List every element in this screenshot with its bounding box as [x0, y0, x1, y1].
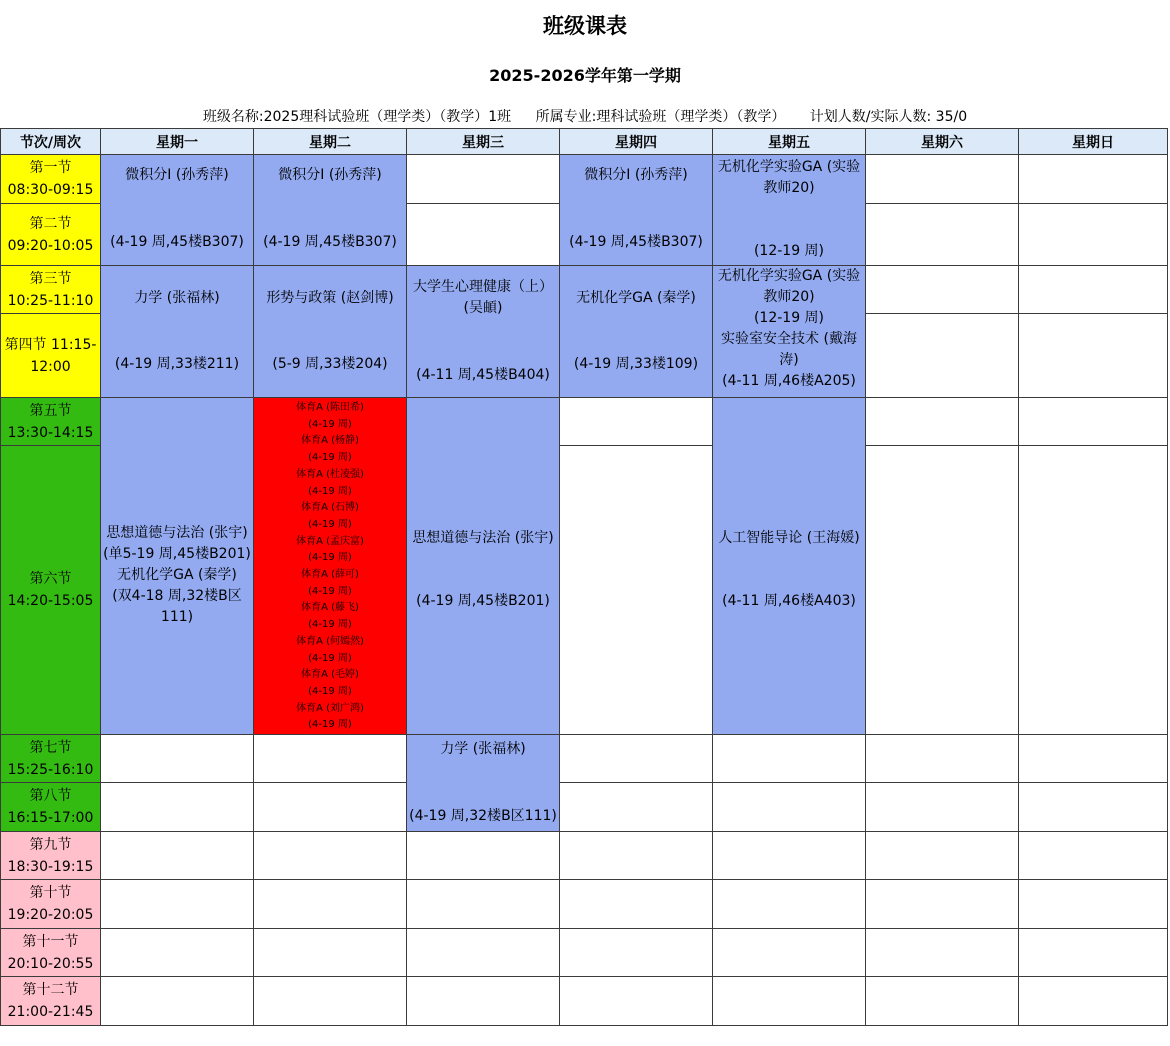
empty-cell: [865, 154, 1019, 204]
course-wed-5-6[interactable]: [406, 397, 560, 735]
course-thu-3-4[interactable]: [559, 265, 713, 398]
period-5: [0, 397, 101, 446]
course-tue-1-2[interactable]: [253, 154, 407, 266]
empty-cell: [559, 782, 713, 832]
course-detail: (4-11 周,46楼A403): [722, 593, 856, 609]
pe-section-weeks: (4-19 周): [308, 518, 352, 530]
empty-cell: [1018, 445, 1168, 735]
course-name: 力学 (张福林): [440, 741, 526, 757]
page-title: 班级课表: [543, 14, 627, 38]
empty-cell: [865, 831, 1019, 880]
period-name: 第十一节: [22, 933, 79, 950]
empty-cell: [865, 265, 1019, 314]
period-time: 13:30-14:15: [7, 424, 94, 441]
empty-cell: [865, 928, 1019, 977]
course-detail: (12-19 周): [753, 243, 825, 259]
course-name: 思想道德与法治 (张宇): [106, 524, 248, 541]
period-name: 第三节: [29, 270, 72, 287]
pe-section-name: 体育A (薛可): [301, 569, 359, 581]
empty-cell: [100, 976, 254, 1026]
empty-cell: [253, 831, 407, 880]
empty-cell: [1018, 782, 1168, 832]
major-name: 所属专业:理科试验班（理学类）（教学）: [535, 109, 786, 125]
empty-cell: [865, 734, 1019, 783]
course-mon-1-2[interactable]: [100, 154, 254, 266]
empty-cell: [559, 397, 713, 446]
course-name: 无机化学GA (秦学): [117, 566, 237, 583]
period-name: 第七节: [29, 739, 72, 756]
empty-cell: [406, 879, 560, 929]
course-detail: (4-19 周,45楼B307): [110, 234, 244, 250]
period-name: 第八节: [29, 788, 72, 804]
period-time: 20:10-20:55: [7, 955, 94, 972]
course-name: 微积分I (孙秀萍): [584, 167, 688, 183]
empty-cell: [712, 928, 866, 977]
period-time: 16:15-17:00: [7, 810, 94, 826]
empty-cell: [1018, 831, 1168, 880]
empty-cell: [865, 782, 1019, 832]
class-name: 班级名称:2025理科试验班（理学类）（教学）1班: [202, 109, 512, 125]
course-detail: (4-19 周,33楼211): [114, 356, 240, 372]
period-time: 19:20-20:05: [7, 907, 94, 923]
pe-section-name: 体育A (刘广鸿): [296, 702, 364, 714]
period-name: 第二节: [29, 215, 72, 232]
period-name: 第十二节: [22, 982, 79, 998]
course-tue-5-6-pe[interactable]: [253, 397, 407, 735]
period-3: [0, 265, 101, 314]
day-header-sat: 星期六: [865, 128, 1019, 155]
empty-cell: [100, 782, 254, 832]
empty-cell: [406, 928, 560, 977]
day-header-sun: 星期日: [1018, 128, 1168, 155]
empty-cell: [406, 976, 560, 1026]
course-detail: (4-19 周,33楼109): [573, 356, 699, 372]
course-detail: (4-11 周,46楼A205): [722, 373, 856, 389]
empty-cell: [406, 154, 560, 204]
course-detail: (4-11 周,45楼B404): [416, 367, 550, 383]
period-name: 第九节: [29, 836, 72, 853]
pe-section-name: 体育A (陈田希): [296, 402, 364, 413]
period-time: 15:25-16:10: [7, 761, 94, 778]
empty-cell: [1018, 203, 1168, 266]
empty-cell: [865, 313, 1019, 398]
empty-cell: [253, 734, 407, 783]
empty-cell: [100, 879, 254, 929]
course-mon-5-6[interactable]: [100, 397, 254, 735]
day-header-fri: 星期五: [712, 128, 866, 155]
empty-cell: [253, 976, 407, 1026]
course-detail: (5-9 周,33楼204): [272, 356, 388, 372]
empty-cell: [865, 976, 1019, 1026]
course-name: 实验室安全技术 (戴海涛): [721, 331, 857, 368]
empty-cell: [865, 879, 1019, 929]
pe-section-weeks: (4-19 周): [308, 619, 352, 631]
period-time: 21:00-21:45: [7, 1004, 94, 1020]
day-header-tue: 星期二: [253, 128, 407, 155]
course-mon-3-4[interactable]: [100, 265, 254, 398]
period-time: 08:30-09:15: [7, 182, 94, 198]
course-name: 力学 (张福林): [134, 290, 220, 306]
course-name: 大学生心理健康（上）(吴頔): [413, 279, 553, 316]
empty-cell: [712, 879, 866, 929]
day-header-wed: 星期三: [406, 128, 560, 155]
empty-cell: [253, 928, 407, 977]
empty-cell: [100, 928, 254, 977]
course-detail: (4-19 周,45楼B307): [569, 234, 703, 250]
day-header-thu: 星期四: [559, 128, 713, 155]
empty-cell: [559, 831, 713, 880]
pe-section-name: 体育A (杨静): [301, 435, 359, 447]
empty-cell: [1018, 734, 1168, 783]
course-name: 人工智能导论 (王海媛): [718, 530, 860, 546]
course-name: 无机化学GA (秦学): [576, 290, 696, 306]
course-detail: (12-19 周): [753, 310, 825, 326]
empty-cell: [865, 445, 1019, 735]
semester-subtitle: 2025-2026学年第一学期: [489, 66, 681, 85]
empty-cell: [1018, 154, 1168, 204]
period-name: 第五节: [29, 402, 72, 419]
course-fri-5-6[interactable]: [712, 397, 866, 735]
empty-cell: [1018, 397, 1168, 446]
pe-section-name: 体育A (孟庆富): [296, 535, 364, 547]
period-name: 第四节 11:15-: [4, 336, 97, 353]
course-name: 思想道德与法治 (张宇): [412, 530, 554, 546]
course-name: 微积分I (孙秀萍): [278, 167, 382, 183]
empty-cell: [1018, 928, 1168, 977]
pe-section-weeks: (4-19 周): [308, 418, 352, 430]
empty-cell: [100, 831, 254, 880]
enrollment-count: 计划人数/实际人数: 35/0: [809, 109, 968, 125]
pe-section-weeks: (4-19 周): [308, 685, 352, 697]
course-fri-1-2[interactable]: [712, 154, 866, 266]
pe-section-name: 体育A (石博): [301, 502, 359, 514]
period-time: 10:25-11:10: [7, 292, 94, 309]
period-time: 14:20-15:05: [7, 593, 94, 609]
empty-cell: [712, 734, 866, 783]
period-12: [0, 976, 101, 1026]
empty-cell: [712, 782, 866, 832]
period-name: 第六节: [29, 571, 72, 587]
period-time: 12:00: [30, 358, 71, 375]
course-detail: (4-19 周,45楼B307): [263, 234, 397, 250]
period-9: [0, 831, 101, 880]
empty-cell: [406, 831, 560, 880]
day-header-mon: 星期一: [100, 128, 254, 155]
empty-cell: [1018, 265, 1168, 314]
course-name: 无机化学实验GA (实验教师20): [717, 159, 861, 196]
course-name: 无机化学实验GA (实验教师20): [717, 268, 861, 305]
period-4: [0, 313, 101, 398]
empty-cell: [1018, 313, 1168, 398]
course-thu-1-2[interactable]: [559, 154, 713, 266]
pe-section-weeks: (4-19 周): [308, 552, 352, 564]
course-wed-3-4[interactable]: [406, 265, 560, 398]
pe-section-weeks: (4-19 周): [308, 652, 352, 664]
period-2: [0, 203, 101, 266]
empty-cell: [559, 976, 713, 1026]
empty-cell: [1018, 879, 1168, 929]
course-fri-3-4[interactable]: [712, 265, 866, 398]
course-detail: (单5-19 周,45楼B201): [103, 545, 251, 562]
period-7: [0, 734, 101, 783]
period-8: [0, 782, 101, 832]
empty-cell: [865, 397, 1019, 446]
period-name: 第一节: [29, 160, 72, 176]
pe-section-weeks: (4-19 周): [308, 585, 352, 597]
pe-section-weeks: (4-19 周): [308, 719, 352, 731]
pe-section-name: 体育A (毛婷): [301, 669, 359, 681]
period-name: 第十节: [29, 885, 72, 901]
empty-cell: [559, 928, 713, 977]
pe-section-name: 体育A (何嫣然): [296, 635, 364, 647]
empty-cell: [559, 734, 713, 783]
period-10: [0, 879, 101, 929]
course-detail: (4-19 周,32楼B区111): [409, 808, 557, 824]
empty-cell: [712, 831, 866, 880]
course-name: 微积分I (孙秀萍): [125, 167, 229, 183]
corner-header: 节次/周次: [0, 128, 101, 155]
empty-cell: [559, 445, 713, 735]
pe-section-weeks: (4-19 周): [308, 452, 352, 464]
course-detail: (双4-18 周,32楼B区111): [112, 587, 242, 625]
course-name: 形势与政策 (赵剑博): [266, 290, 394, 306]
course-detail: (4-19 周,45楼B201): [416, 593, 550, 609]
empty-cell: [253, 879, 407, 929]
empty-cell: [253, 782, 407, 832]
period-time: 09:20-10:05: [7, 237, 94, 254]
pe-section-name: 体育A (杜凌强): [296, 468, 364, 480]
pe-section-name: 体育A (藤飞): [301, 602, 359, 614]
course-wed-7-8[interactable]: [406, 734, 560, 832]
period-1: [0, 154, 101, 204]
empty-cell: [865, 203, 1019, 266]
pe-section-weeks: (4-19 周): [308, 485, 352, 497]
empty-cell: [1018, 976, 1168, 1026]
period-6: [0, 445, 101, 735]
empty-cell: [712, 976, 866, 1026]
empty-cell: [100, 734, 254, 783]
empty-cell: [406, 203, 560, 266]
period-time: 18:30-19:15: [7, 858, 94, 875]
course-tue-3-4[interactable]: [253, 265, 407, 398]
period-11: [0, 928, 101, 977]
empty-cell: [559, 879, 713, 929]
